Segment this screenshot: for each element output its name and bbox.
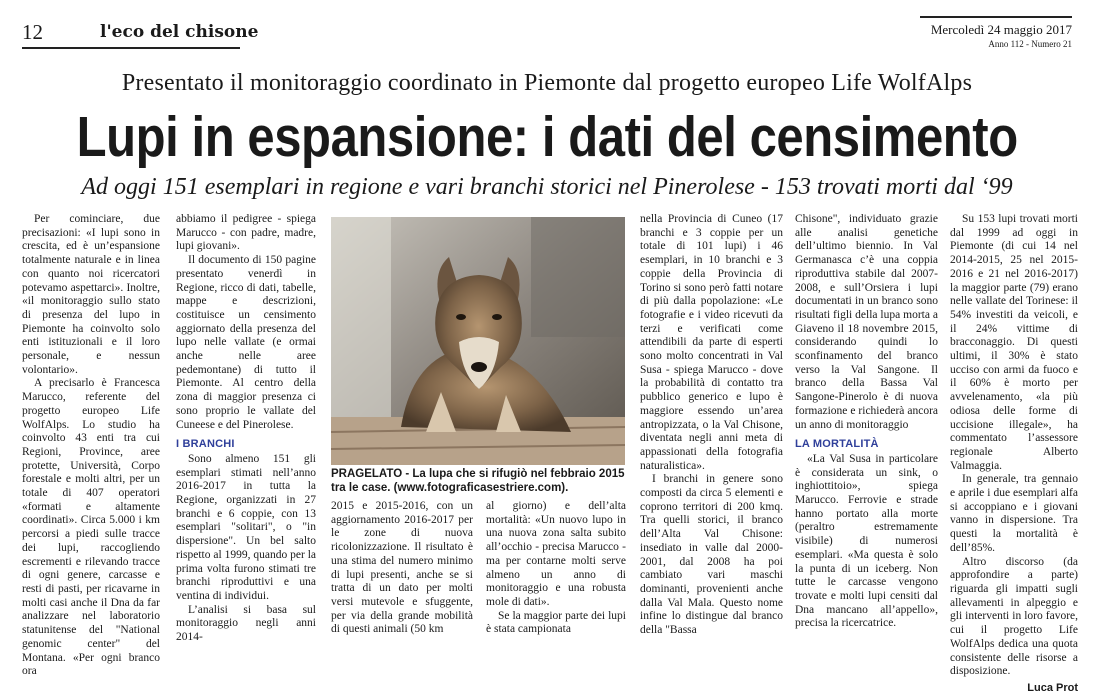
paragraph: L’analisi si basa sul monitoraggio negli anni 2014- [176,603,316,644]
column-6 [795,213,938,645]
wolf-photo [331,217,625,465]
photo-caption: PRAGELATO - La lupa che si rifugiò nel febbraio 2015 tra le case. (www.fotograficasestriere.com). [331,468,625,494]
column-1 [22,213,160,678]
paragraph: Per cominciare, due precisazioni: «I lupi sono in crescita, ed è un’espansione totalmente naturale e in linea con quanto noi ricercatori potevamo aspettarci». Inoltre, «il monitoraggio sullo stato di presenza del lupo in Piemonte ha coinvolto solo enti istituzionali e il loro personale, e nessun volontario». [22,213,160,376]
page-number: 12 [22,20,43,44]
publication-name: l'eco del chisone [100,22,259,42]
byline: Luca Prot [1027,681,1078,694]
paragraph: Il documento di 150 pagine presentato venerdì in Regione, ricco di dati, tabelle, mappe e descrizioni, costituisce un censimento aggiornato della presenza del lupo nelle vallate (e ormai anche nelle aree pedemontane) di tutto il Piemonte. Al centro della zona di maggior presenza ci sono proprio le vallate del Cuneese e del Pinerolese. [176,254,316,431]
paragraph: A precisarlo è Francesca Marucco, referente del progetto europeo Life WolfAlps. Lo studio ha coinvolto 43 enti tra cui Regioni, Province, aree protette, Università, Corpo forestale e molti altri, per un totale di 407 operatori «formati e altamente coordinati». Circa 5.000 i km percorsi a piedi sulle tracce dei lupi, raccogliendo escrementi e rilevando tracce di ogni genere, carcasse e resti di pasti, per ricavarne in molti casi anche il Dna da far analizzare nel laboratorio statunitense del "National genomic center" del Montana. «Per ogni branco ora [22,377,160,678]
wolf-photo-graphic [331,217,625,465]
column-2 [176,213,316,645]
paragraph: nella Provincia di Cuneo (17 branchi e 3 coppie per un totale di 101 lupi) i 46 esemplari, in 10 branchi e 3 coppie della Provincia di Torino si sono però fatti notare di più dalla popolazione: «Le fotografie e i video ricevuti da terzi e verificati come attendibili da parte di esperti sono molto concentrati in Val Susa - spiega Marucco - dove la probabilità di contatto tra pubblico generico e lupo è maggiore essendo un’area antropizzata, o la Val Chisone, diventata negli anni meta di appassionati della fotografia naturalistica». [640,213,783,472]
paragraph: «La Val Susa in particolare è considerata un sink, o inghiottitoio», spiega Marucco. Ferrovie e strade hanno portato alla morte (peraltro estremamente visibile) di numerosi esemplari. «Ma questa è solo la punta di un iceberg. Non tutte le carcasse vengono trovate e molti lupi censiti dal Dna mancano all’appello», precisa la ricercatrice. [795,452,938,630]
article-subhead: Ad oggi 151 esemplari in regione e vari branchi storici nel Pinerolese - 153 trovati morti dal ‘99 [81,174,1013,200]
paragraph: 2015 e 2015-2016, con un aggiornamento 2016-2017 per le zone di nuova ricolonizzazione. Il risultato è una stima del numero minimo di lupi presenti, anche se si tratta di un dato per molti versi mutevole e sfuggente, per via della grande mobilità di questi animali (50 km [331,500,473,636]
paragraph: al giorno) e dell’alta mortalità: «Un nuovo lupo in una nuova zona salta subito all’occhio - precisa Marucco - ma per contarne molti serve almeno un anno di monitoraggio e una robusta mole di dati». [486,500,626,608]
paragraph: In generale, tra gennaio e aprile i due esemplari alfa si accoppiano e i giovani vanno in dispersione. Tra questi la mortalità è dell’85%. [950,473,1078,554]
column-4 [486,500,626,645]
section-heading-mortalita: LA MORTALITÀ [795,438,879,451]
article-headline: Lupi in espansione: i dati del censimento [76,105,1018,169]
issue-date: Mercoledì 24 maggio 2017 [930,22,1072,37]
article-kicker: Presentato il monitoraggio coordinato in Piemonte dal progetto europeo Life WolfAlps [121,70,973,96]
paragraph: Altro discorso (da approfondire a parte) riguarda gli impatti sugli allevamenti in alpeggio e gli interventi in loro favore, cui il progetto Life WolfAlps dedica una quota consistente delle risorse a disposizione. [950,555,1078,678]
paragraph: Sono almeno 151 gli esemplari stimati nell’anno 2016-2017 in tutta la Regione, organizzati in 27 branchi e 6 coppie, con 13 esemplari "solitari", o "in dispersione". Un bel salto rispetto al 1999, quando per la prima volta furono stimati tre branchi riproduttivi e una ventina di individui. [176,452,316,602]
paragraph: Chisone", individuato grazie alle analisi genetiche dell’ultimo biennio. In Val Germanasca c’è una coppia riproduttiva stabile dal 2007-2008, e sull’Orsiera i lupi documentati in un branco sono risultati figli della lupa morta a Giaveno il 18 novembre 2015, considerando quindi lo sconfinamento del branco verso la Val Sangone. Il branco della Bassa Val Sangone-Pinerolo è di nuova formazione e richiederà ancora un anno di monitoraggio [795,213,938,431]
paragraph: Su 153 lupi trovati morti dal 1999 ad oggi in Piemonte (di cui 14 nel 2014-2015, 25 nel 2015-2016 e 21 nel 2016-2017) la maggior parte (79) erano nelle vallate del Torinese: il 54% investiti da veicoli, e il 24% vittime di bracconaggio. Di questi ultimi, il 30% è stato ucciso con armi da fuoco e il 60% è morto per avvelenamento, «la più odiosa delle forme di uccisione illegale», ha commentato l’assessore regionale Alberto Valmaggia. [950,213,1078,472]
issue-number: Anno 112 - Numero 21 [988,39,1072,49]
paragraph: Se la maggior parte dei lupi è stata campionata [486,609,626,636]
column-7 [950,213,1078,694]
header-rule [22,47,240,49]
paragraph: I branchi in genere sono composti da circa 5 elementi e coprono territori di 200 kmq. Tra quelli storici, il branco dell’Alta Val Chisone: insediato in valle dal 2000-2001, dal 2008 ha poi cambiato vari maschi dominanti, provenienti anche dalla Val Mala. Questo nome infine lo distingue dal branco della "Bassa [640,473,783,637]
section-heading-branchi: I BRANCHI [176,438,235,451]
column-3 [331,500,473,645]
header-dateline [920,16,1072,49]
column-5 [640,213,783,645]
paragraph: abbiamo il pedigree - spiega Marucco - con padre, madre, lupi giovani». [176,213,316,253]
